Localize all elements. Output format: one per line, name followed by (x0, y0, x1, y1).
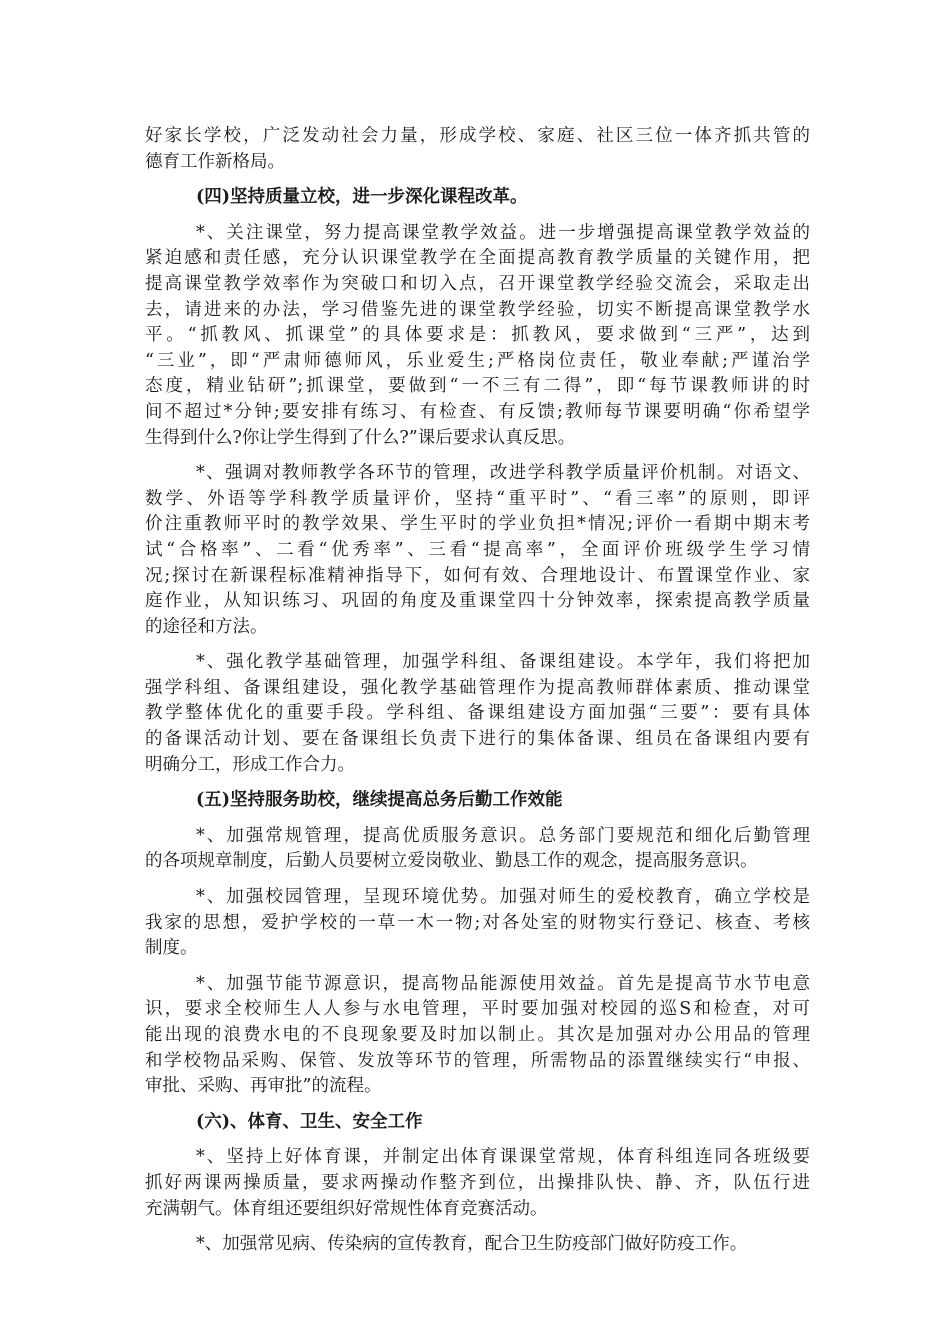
text-line: 能出现的浪费水电的不良现象要及时加以制止。其次是加强对办公用品的管理 (145, 1025, 810, 1045)
text-line: 审批、采购、再审批”的流程。 (145, 1076, 382, 1097)
text-line: 的备课活动计划、要在备课组长负责下进行的集体备课、组员在备课组内要有 (145, 729, 810, 750)
text-line: 平。“抓教风、抓课堂”的具体要求是：抓教风，要求做到“三严”，达到 (145, 325, 810, 346)
text-line: 识，要求全校师生人人参与水电管理，平时要加强对校园的巡S和检查，对可 (145, 999, 810, 1020)
text-line: 好家长学校，广泛发动社会力量，形成学校、家庭、社区三位一体齐抓共管的 (145, 126, 810, 146)
section-heading: (四)坚持质量立校，进一步深化课程改革。 (196, 187, 528, 208)
text-line: 的途径和方法。 (145, 616, 268, 637)
text-line: 生得到什么?你让学生得到了什么?”课后要求认真反思。 (145, 427, 576, 448)
text-line: 况;探讨在新课程标准精神指导下，如何有效、合理地设计、布置课堂作业、家 (145, 565, 810, 586)
section-heading: (六)、体育、卫生、安全工作 (196, 1111, 423, 1132)
text-line: 提高课堂教学效率作为突破口和切入点，召开课堂教学经验交流会，采取走出 (145, 273, 810, 294)
text-line: *、加强常规管理，提高优质服务意识。总务部门要规范和细化后勤管理 (196, 825, 810, 846)
text-line: 试“合格率”、二看“优秀率”、三看“提高率”，全面评价班级学生学习情 (145, 539, 810, 560)
text-line: 我家的思想，爱护学校的一草一木一物;对各处室的财物实行登记、核查、考核 (145, 912, 810, 933)
text-line: *、加强节能节源意识，提高物品能源使用效益。首先是提高节水节电意 (196, 973, 810, 994)
text-line: *、强调对教师教学各环节的管理，改进学科教学质量评价机制。对语文、 (196, 463, 810, 484)
paragraph (145, 124, 810, 175)
text-line: 数学、外语等学科教学质量评价，坚持“重平时”、“看三率”的原则，即评 (145, 488, 810, 509)
paragraph (145, 461, 810, 640)
text-line: 的各项规章制度，后勤人员要树立爱岗敬业、勤恳工作的观念，提高服务意识。 (145, 851, 758, 872)
paragraph (145, 972, 810, 1100)
paragraph (145, 1232, 810, 1258)
text-line: 去，请进来的办法，学习借鉴先进的课堂教学经验，切实不断提高课堂教学水 (145, 299, 810, 320)
paragraph (145, 221, 810, 451)
text-line: *、关注课堂，努力提高课堂教学效益。进一步增强提高课堂教学效益的 (196, 222, 810, 243)
text-line: 充满朝气。体育组还要组织好常规性体育竞赛活动。 (145, 1198, 548, 1219)
text-line: 制度。 (145, 938, 198, 959)
text-line: *、强化教学基础管理，加强学科组、备课组建设。本学年，我们将把加 (196, 652, 810, 673)
text-line: *、坚持上好体育课，并制定出体育课课堂常规，体育科组连同各班级要 (196, 1147, 810, 1168)
text-line: *、加强常见病、传染病的宣传教育，配合卫生防疫部门做好防疫工作。 (196, 1234, 748, 1255)
text-line: 庭作业，从知识练习、巩固的角度及重课堂四十分钟效率，探索提高教学质量 (145, 591, 810, 612)
document-page (145, 124, 810, 1268)
text-line: 态度，精业钻研”;抓课堂，要做到“一不三有二得”，即“每节课教师讲的时 (145, 376, 810, 397)
text-line: 和学校物品采购、保管、发放等环节的管理，所需物品的添置继续实行“申报、 (145, 1050, 810, 1071)
text-line: 强学科组、备课组建设，强化教学基础管理作为提高教师群体素质、推动课堂 (145, 677, 810, 698)
text-line: 明确分工，形成工作合力。 (145, 754, 355, 775)
text-line: 德育工作新格局。 (145, 151, 285, 172)
text-line: 教学整体优化的重要手段。学科组、备课组建设方面加强“三要”：要有具体 (145, 703, 810, 724)
section-heading: (五)坚持服务助校，继续提高总务后勤工作效能 (196, 790, 563, 811)
paragraph (145, 650, 810, 778)
text-line: 间不超过*分钟;要安排有练习、有检查、有反馈;教师每节课要明确“你希望学 (145, 401, 810, 422)
text-line: 紧迫感和责任感，充分认识课堂教学在全面提高教育教学质量的关键作用，把 (145, 248, 810, 269)
text-line: *、加强校园管理，呈现环境优势。加强对师生的爱校教育，确立学校是 (196, 887, 810, 908)
paragraph (145, 824, 810, 875)
text-line: 价注重教师平时的教学效果、学生平时的学业负担*情况;评价一看期中期末考 (145, 514, 810, 535)
text-line: “三业”，即“严肃师德师风，乐业爱生;严格岗位责任，敬业奉献;严谨治学 (145, 350, 810, 371)
paragraph (145, 885, 810, 962)
paragraph (145, 1145, 810, 1222)
text-line: 抓好两课两操质量，要求两操动作整齐到位，出操排队快、静、齐，队伍行进 (145, 1172, 810, 1193)
